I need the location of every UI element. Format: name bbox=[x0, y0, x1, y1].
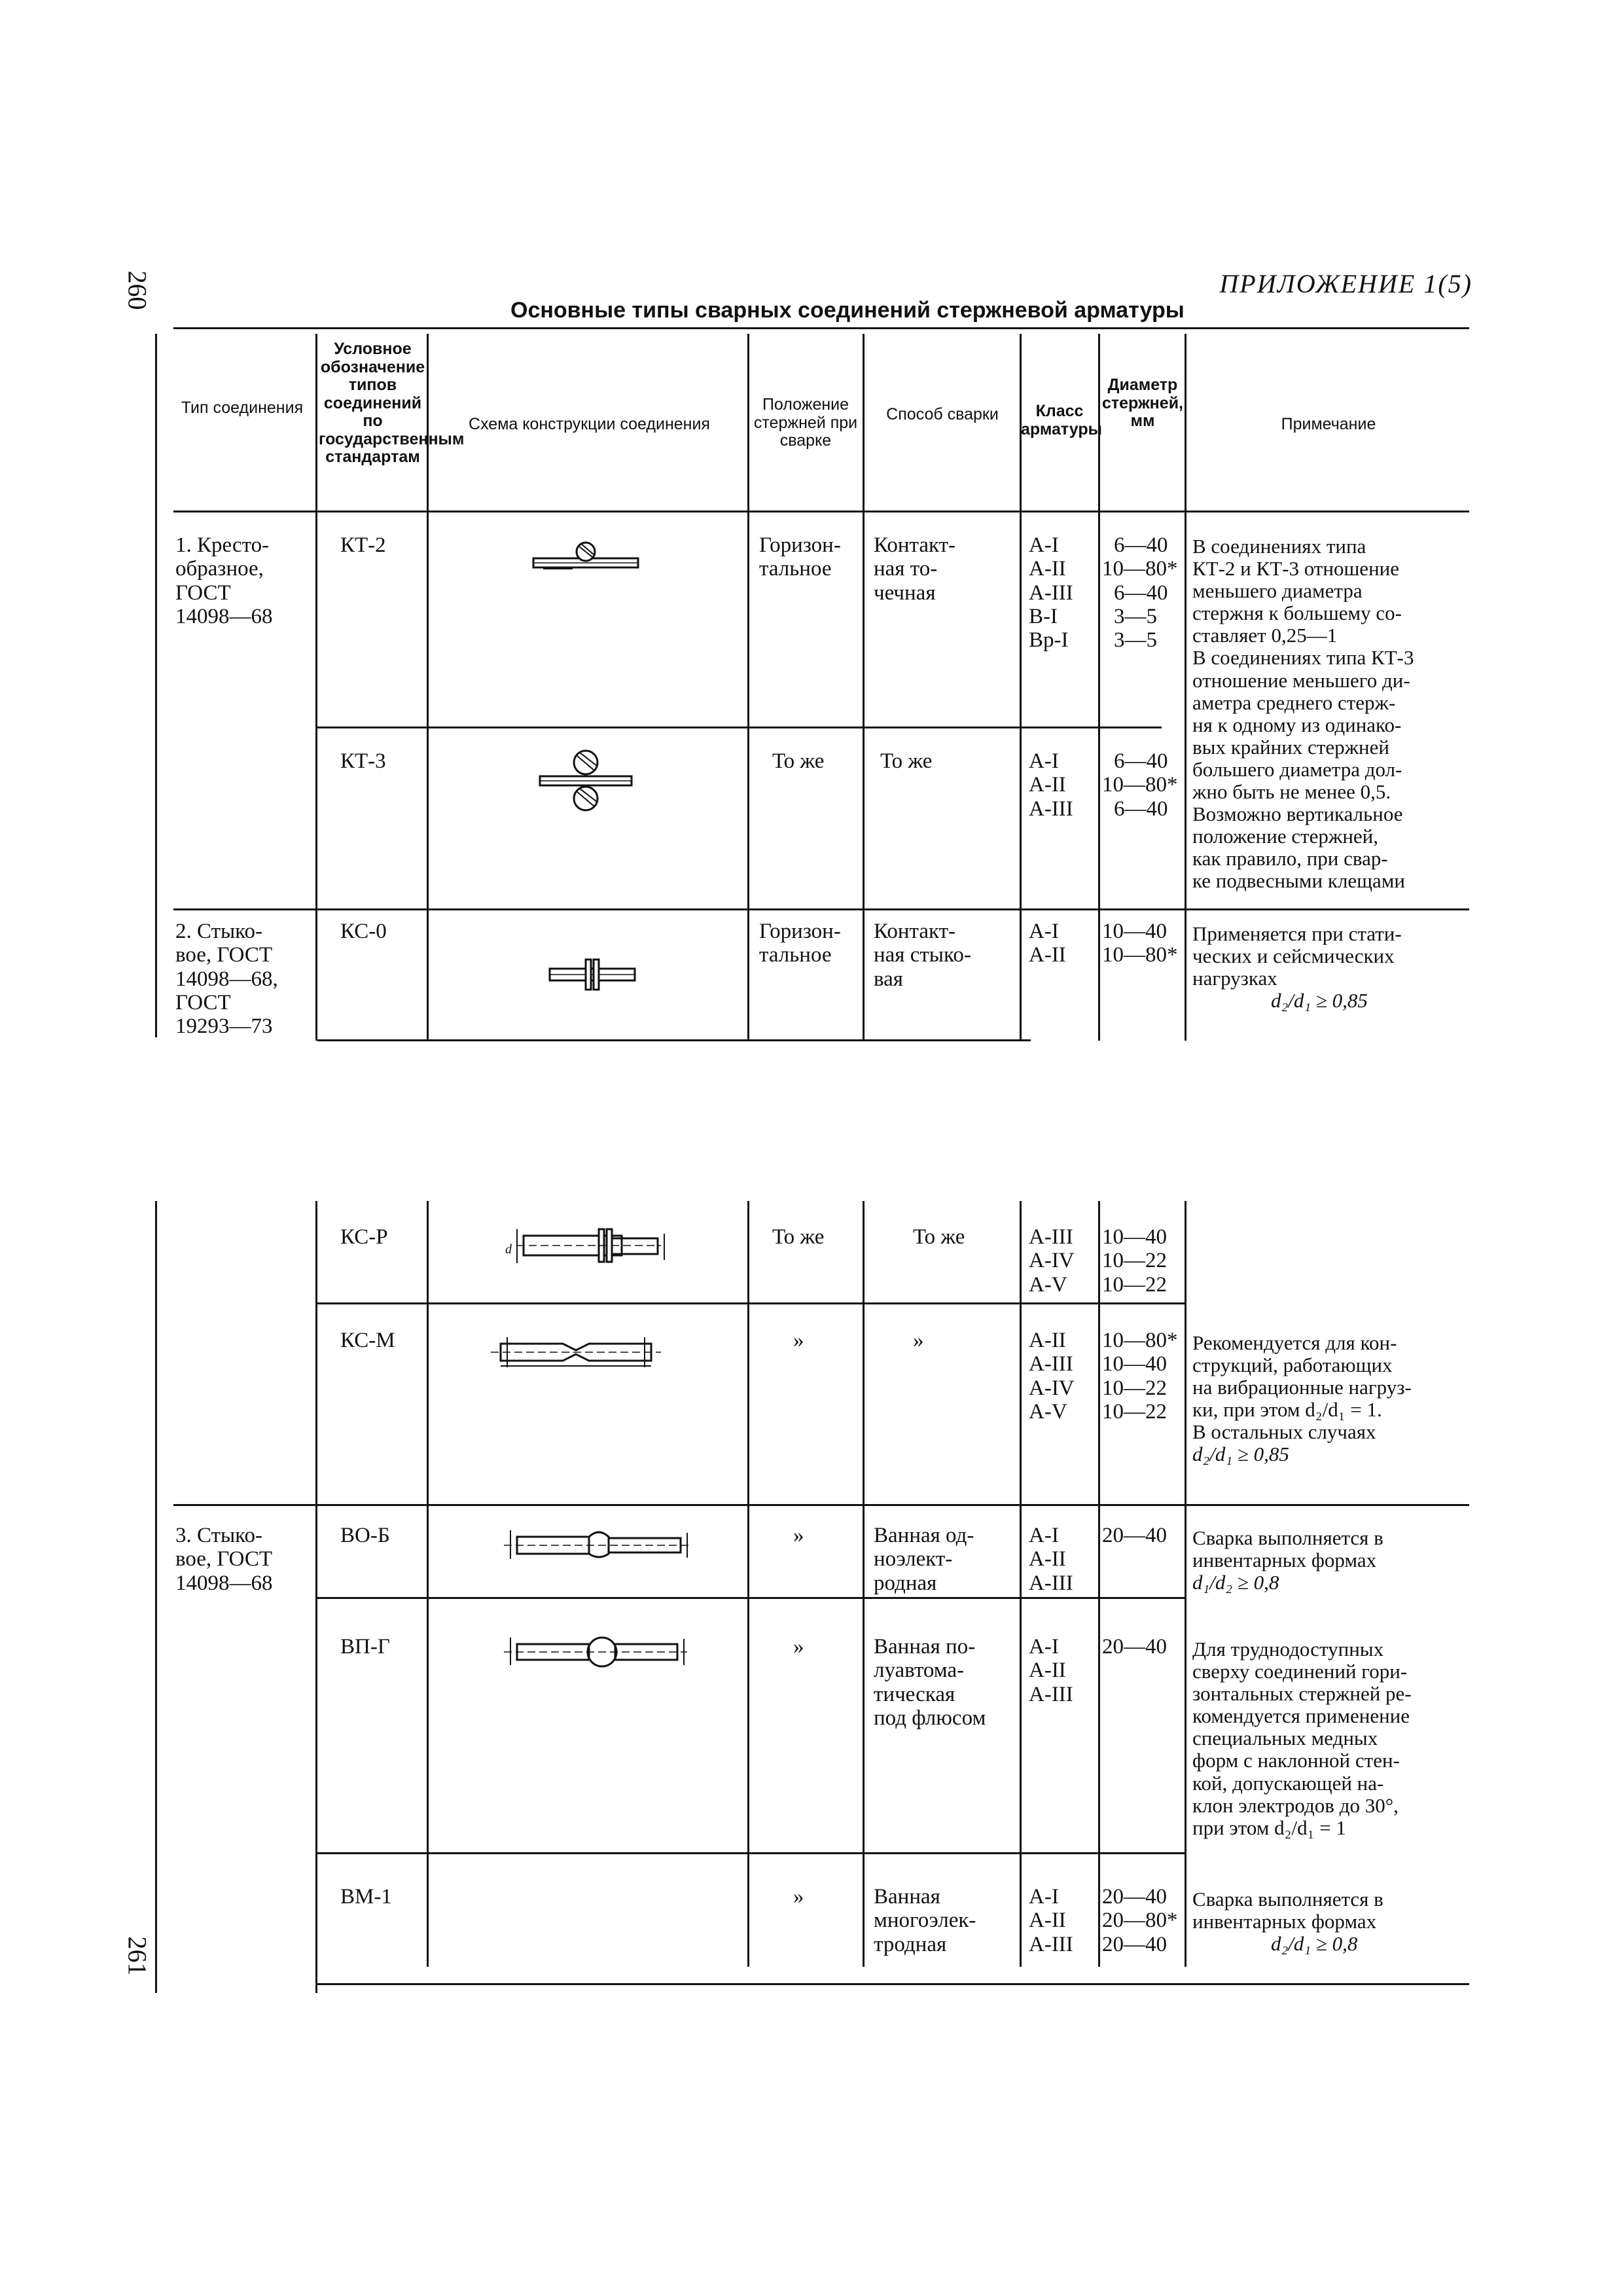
rule bbox=[317, 1597, 1185, 1599]
row2-position: То же bbox=[772, 749, 825, 773]
row1-type: 1. Кресто- образное, ГОСТ 14098—68 bbox=[175, 533, 273, 628]
row7-note: Для труднодоступных сверху соединений гори- зонтальных стержней ре- комендуется применение специальных медных форм с наклонной стен- кой, допускающей на- клон электродов до 30°, при этом d₂/d₁ = 1 bbox=[1192, 1638, 1412, 1839]
row3-position: Горизон- тальное bbox=[759, 920, 841, 967]
scheme-ksr-icon bbox=[497, 1224, 681, 1270]
row2-code: КТ-3 bbox=[340, 749, 386, 773]
row1-code: КТ-2 bbox=[340, 533, 386, 557]
col-rule bbox=[1020, 334, 1022, 1041]
row1-note: В соединениях типа КТ-2 и КТ-3 отношение меньшего диаметра стержня к большему со- ставляет 0,25—1 В соединениях типа КТ-3 отношение меньшего ди- аметра среднего стерж- ня к одному из одинако- вых крайних стержней большего диаметра дол- жно быть не менее 0,5. Возможно вертикальное положение стержней, как правило, при свар- ке подвесными клещами bbox=[1192, 535, 1414, 893]
row7-diameter: 20—40 bbox=[1102, 1635, 1167, 1659]
header-position: Положение стержней при сварке bbox=[753, 395, 858, 450]
row3-diameter: 10—40 10—80* bbox=[1102, 920, 1178, 967]
margin-rule bbox=[155, 1201, 157, 1993]
row1-class: А-I А-II А-III В-I Вр-I bbox=[1029, 533, 1073, 653]
col-rule bbox=[427, 1201, 429, 1967]
col-rule bbox=[1098, 1201, 1100, 1967]
row5-note: Рекомендуется для кон- струкций, работающих на вибрационные нагруз- ки, при этом d₂/d₁ = 1. В остальных случаях d₂/d₁ ≥ 0,85 bbox=[1192, 1331, 1412, 1466]
rule bbox=[173, 908, 1469, 910]
row5-method: » bbox=[913, 1329, 924, 1352]
rule bbox=[173, 1504, 1469, 1506]
row3-type: 2. Стыко- вое, ГОСТ 14098—68, ГОСТ 19293—73 bbox=[175, 920, 278, 1039]
row5-diameter: 10—80* 10—40 10—22 10—22 bbox=[1102, 1329, 1178, 1424]
col-rule bbox=[315, 334, 317, 1041]
row7-method: Ванная по- луавтома- тическая под флюсом bbox=[874, 1635, 986, 1730]
scheme-kt3-icon bbox=[537, 746, 635, 825]
row5-position: » bbox=[793, 1329, 804, 1352]
rule bbox=[317, 1302, 1185, 1304]
row6-class: А-I А-II А-III bbox=[1029, 1524, 1073, 1595]
header-class: Класс арматуры bbox=[1021, 402, 1102, 439]
row8-diameter: 20—40 20—80* 20—40 bbox=[1102, 1885, 1178, 1956]
col-rule bbox=[1185, 1201, 1186, 1967]
page-number-top: 260 bbox=[122, 270, 152, 310]
scheme-vpg-icon bbox=[497, 1628, 694, 1674]
row2-class: А-I А-II А-III bbox=[1029, 749, 1073, 821]
appendix-label: ПРИЛОЖЕНИЕ 1(5) bbox=[1219, 269, 1472, 298]
row7-code: ВП-Г bbox=[340, 1635, 390, 1659]
col-rule bbox=[747, 1201, 749, 1967]
row8-method: Ванная многоэлек- тродная bbox=[874, 1885, 976, 1956]
row3-method: Контакт- ная стыко- вая bbox=[874, 920, 971, 991]
row6-diameter: 20—40 bbox=[1102, 1524, 1167, 1547]
col-rule bbox=[1185, 334, 1186, 1041]
header-diameter: Диаметр стержней, мм bbox=[1101, 376, 1184, 430]
rule bbox=[317, 1852, 1185, 1854]
row8-code: ВМ-1 bbox=[340, 1885, 392, 1909]
scheme-ks0-icon bbox=[546, 956, 638, 995]
row6-method: Ванная од- ноэлект- родная bbox=[874, 1524, 974, 1595]
scheme-kt2-icon bbox=[530, 540, 641, 586]
col-rule bbox=[1098, 334, 1100, 1041]
col-rule bbox=[863, 334, 865, 1041]
row7-position: » bbox=[793, 1635, 804, 1659]
header-scheme: Схема конструкции соединения bbox=[469, 415, 710, 433]
row1-position: Горизон- тальное bbox=[759, 533, 841, 581]
row3-note: Применяется при стати- ческих и сейсмических нагрузках d₂/d₁ ≥ 0,85 bbox=[1192, 922, 1402, 1013]
row4-code: КС-Р bbox=[340, 1225, 388, 1249]
rule bbox=[317, 1039, 1031, 1041]
row2-diameter: 6—40 10—80* 6—40 bbox=[1102, 749, 1178, 821]
row6-note: Сварка выполняется в инвентарных формах d₁/d₂ ≥ 0,8 bbox=[1192, 1526, 1383, 1594]
margin-rule bbox=[155, 334, 157, 1037]
row8-class: А-I А-II А-III bbox=[1029, 1885, 1073, 1956]
row3-code: КС-0 bbox=[340, 920, 387, 943]
header-note: Примечание bbox=[1281, 415, 1376, 433]
table-title: Основные типы сварных соединений стержневой арматуры bbox=[510, 298, 1185, 323]
row8-note: Сварка выполняется в инвентарных формах d₂/d₁ ≥ 0,8 bbox=[1192, 1888, 1383, 1956]
row6-code: ВО-Б bbox=[340, 1524, 390, 1547]
row1-diameter: 6—40 10—80* 6—40 3—5 3—5 bbox=[1102, 533, 1178, 653]
row8-position: » bbox=[793, 1885, 804, 1909]
rule bbox=[317, 1983, 1469, 1985]
scheme-ksm-icon bbox=[488, 1332, 671, 1371]
row5-code: КС-М bbox=[340, 1329, 395, 1352]
rule bbox=[173, 511, 1469, 512]
col-rule bbox=[1020, 1201, 1022, 1967]
row2-method: То же bbox=[880, 749, 933, 773]
rule bbox=[317, 726, 1162, 728]
header-method: Способ сварки bbox=[886, 405, 999, 423]
row1-method: Контакт- ная то- чечная bbox=[874, 533, 956, 605]
scheme-vob-icon bbox=[494, 1525, 704, 1564]
row6-position: » bbox=[793, 1524, 804, 1547]
row7-class: А-I А-II А-III bbox=[1029, 1635, 1073, 1706]
col-rule bbox=[863, 1201, 865, 1967]
row4-method: То же bbox=[913, 1225, 965, 1249]
row6-type: 3. Стыко- вое, ГОСТ 14098—68 bbox=[175, 1524, 273, 1595]
page-number-bottom: 261 bbox=[122, 1936, 152, 1976]
col-rule bbox=[315, 1201, 317, 1993]
header-type: Тип соединения bbox=[181, 399, 304, 417]
row4-position: То же bbox=[772, 1225, 825, 1249]
row3-class: А-I А-II bbox=[1029, 920, 1066, 967]
row4-diameter: 10—40 10—22 10—22 bbox=[1102, 1225, 1167, 1297]
row5-class: А-II А-III А-IV А-V bbox=[1029, 1329, 1075, 1424]
row4-class: А-III А-IV А-V bbox=[1029, 1225, 1075, 1297]
rule bbox=[173, 327, 1469, 329]
header-designation: Условное обозначение типов соединений по государственным стандартам bbox=[319, 340, 465, 466]
svg-text:d: d bbox=[505, 1242, 512, 1257]
